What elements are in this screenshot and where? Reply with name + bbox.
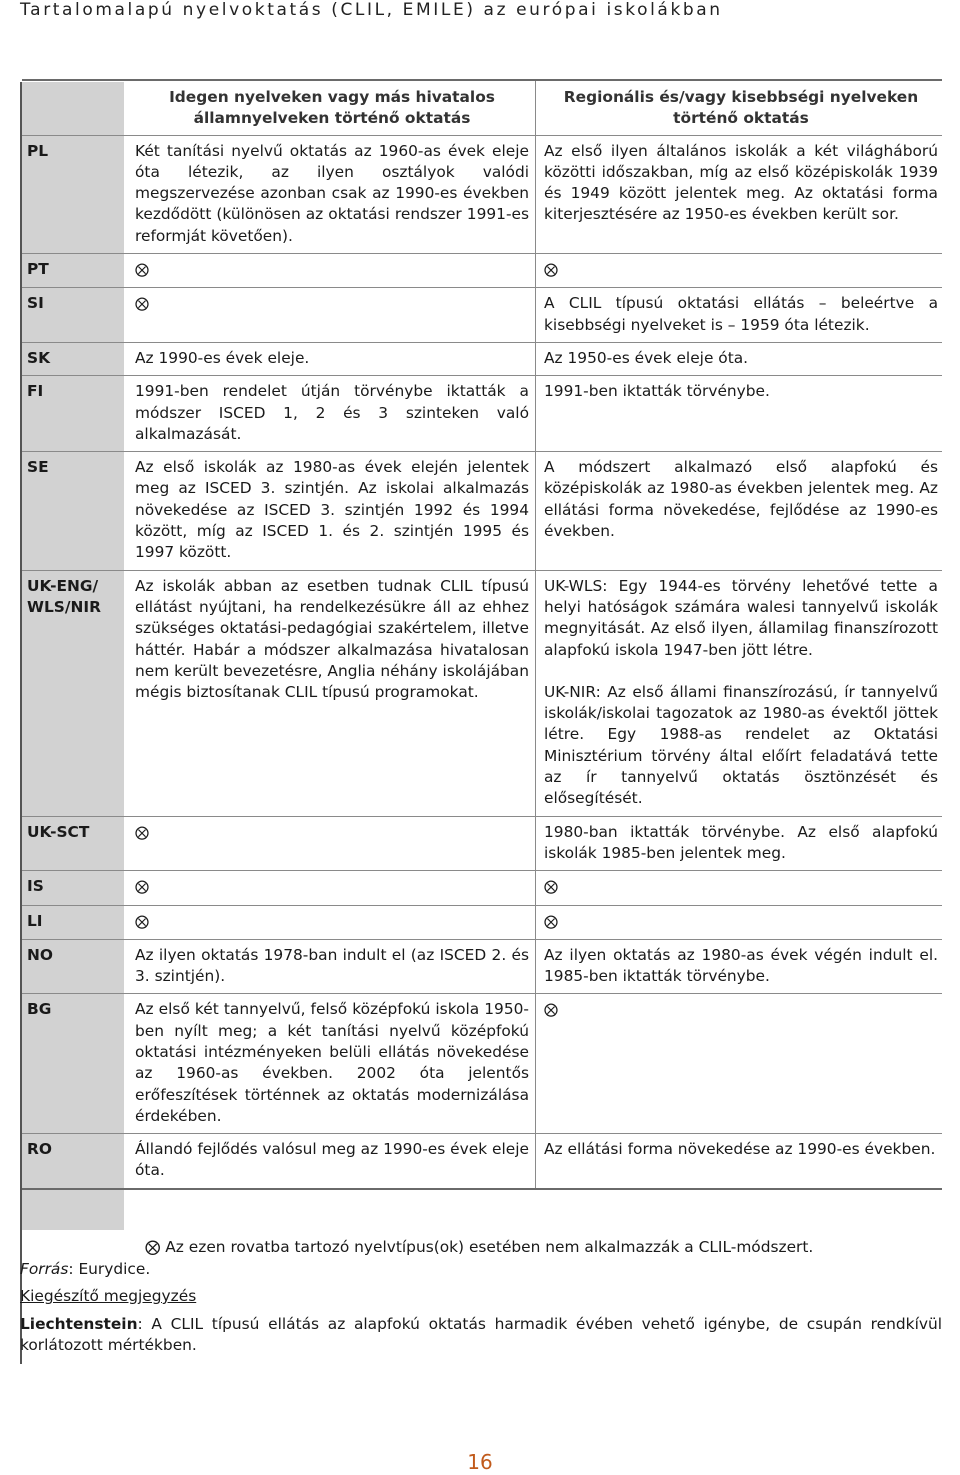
country-code-text: PT (27, 260, 49, 279)
table-row (22, 906, 942, 940)
minority-language-cell-text: UK-WLS: Egy 1944-es törvény lehetővé tette a helyi hatóságok számára walesi tannyelvű iskolák megnyitását. Az első ilyen, államilag finanszírozott alapfokú iskola 1947-ben jött létre. (544, 576, 938, 659)
table-row (22, 871, 942, 905)
minority-language-cell (536, 254, 942, 287)
minority-language-cell-paragraph: UK-NIR: Az első állami finanszírozású, ír tannyelvű iskolák/iskolai tagozatok az 1980-as évektől jöttek létre. Egy 1988-as rendelet az Oktatási Minisztérium törvény által előírt feladatává tette az ír tannyelvű oktatás ösztönzését és elősegítését. (544, 682, 938, 808)
minority-language-cell (536, 871, 942, 904)
country-code (22, 906, 125, 939)
foreign-language-cell (125, 288, 536, 342)
table-row (22, 817, 942, 872)
foreign-language-cell-text: Az iskolák abban az esetben tudnak CLIL típusú ellátást nyújtani, ha rendelkezésükre áll az ehhez szükséges oktatási-pedagógiai szakértelem, illetve háttér. Habár a módszer alkalmazása hivatalosan nem került bevezetésre, Anglia néhány iskolájában mégis biztosítanak CLIL típusú programokat. (135, 576, 529, 702)
country-code (22, 871, 125, 904)
table-row (22, 994, 942, 1134)
note-text (20, 1314, 942, 1356)
header-empty-cell (22, 81, 125, 135)
minority-language-cell (536, 994, 942, 1133)
table-header-row (22, 79, 942, 136)
foreign-language-cell (125, 376, 536, 451)
col1-header: Idegen nyelveken vagy más hivatalos államnyelveken történő oktatás (125, 81, 536, 135)
minority-language-cell-text: Az ilyen oktatás az 1980-as évek végén indult el. 1985-ben iktatták törvénybe. (544, 945, 938, 986)
country-code-text: BG (27, 1000, 52, 1019)
table-row (22, 254, 942, 288)
country-code-text: NO (27, 945, 53, 964)
minority-language-cell-text: ⨂ (544, 879, 558, 896)
country-code-text: PL (27, 141, 49, 160)
foreign-language-cell-text: Az 1990-es évek eleje. (135, 348, 310, 367)
minority-language-cell-text: ⨂ (544, 913, 558, 930)
table-row (22, 376, 942, 452)
foreign-language-cell-text: ⨂ (135, 262, 149, 279)
table-row (22, 343, 942, 376)
minority-language-cell (536, 343, 942, 375)
source-label: Forrás (20, 1260, 69, 1278)
clil-table (22, 79, 942, 1190)
minority-language-cell (536, 571, 942, 816)
table-row (22, 571, 942, 817)
country-code (22, 571, 125, 816)
minority-language-cell (536, 452, 942, 569)
minority-language-cell-text: Az első ilyen általános iskolák a két világháború közötti időszakban, míg az első középiskolák 1939 és 1949 között jelentek meg. Az oktatási forma kiterjesztésére az 1950-es években került sor. (544, 141, 938, 224)
legend: ⨂ Az ezen rovatba tartozó nyelvtípus(ok) esetében nem alkalmazzák a CLIL-módszert. (145, 1238, 814, 1256)
minority-language-cell-text: Az 1950-es évek eleje óta. (544, 348, 749, 367)
country-code-text: UK-SCT (27, 822, 90, 841)
table-body (22, 136, 942, 1190)
minority-language-cell (536, 817, 942, 871)
minority-language-cell-text: 1980-ban iktatták törvénybe. Az első alapfokú iskolák 1985-ben jelentek meg. (544, 822, 938, 862)
foreign-language-cell-text: ⨂ (135, 296, 149, 313)
foreign-language-cell-text: Az első két tannyelvű, felső középfokú iskola 1950-ben nyílt meg; a két tanítási nyelvű középfokú oktatási intézményeken belüli ellátás növekedése az 1960-as években. 2002 óta jelentős erőfeszítések történnek az oktatás modernizálása érdekében. (135, 1000, 529, 1125)
minority-language-cell-text: A módszert alkalmazó első alapfokú és középiskolák az 1980-as években jelentek meg. Az ellátási forma növekedése, fejlődése az 1990-es években. (544, 458, 938, 541)
table-row (22, 940, 942, 995)
source-line (20, 1260, 150, 1278)
country-code-text: SE (27, 458, 49, 477)
minority-language-cell (536, 940, 942, 994)
minority-language-cell-text: ⨂ (544, 262, 558, 279)
foreign-language-cell-text: Az ilyen oktatás 1978-ban indult el (az ISCED 2. és 3. szintjén). (135, 945, 529, 986)
country-code (22, 136, 125, 253)
foreign-language-cell-text: Két tanítási nyelvű oktatás az 1960-as évek eleje óta létezik, az ilyen osztályok valódi megszervezése azonban csak az 1990-es években kezdődött (különösen az oktatási rendszer 1991-es reformját követően). (135, 141, 529, 245)
country-code-text: LI (27, 911, 43, 930)
country-code-text: IS (27, 877, 44, 896)
country-code (22, 343, 125, 375)
foreign-language-cell (125, 136, 536, 253)
country-code (22, 452, 125, 569)
table-row (22, 136, 942, 254)
foreign-language-cell-text: ⨂ (135, 824, 149, 841)
minority-language-cell-text: 1991-ben iktatták törvénybe. (544, 382, 770, 401)
country-code-text: UK-ENG/ WLS/NIR (27, 576, 101, 616)
foreign-language-cell (125, 940, 536, 994)
foreign-language-cell-text: ⨂ (135, 913, 149, 930)
running-title: Tartalomalapú nyelvoktatás (CLIL, EMILE) az európai iskolákban (20, 0, 723, 20)
source-text: : Eurydice. (68, 1260, 151, 1278)
table-row (22, 1134, 942, 1190)
foreign-language-cell (125, 571, 536, 816)
note-country: Liechtenstein (20, 1315, 138, 1333)
minority-language-cell-text: ⨂ (544, 1002, 558, 1019)
country-code (22, 288, 125, 342)
country-code-text: FI (27, 382, 44, 401)
table-row (22, 288, 942, 343)
col2-header: Regionális és/vagy kisebbségi nyelveken történő oktatás (563, 88, 919, 128)
page-number: 16 (467, 1450, 493, 1474)
foreign-language-cell (125, 254, 536, 287)
foreign-language-cell-text: 1991-ben rendelet útján törvénybe iktatták a módszer ISCED 1, 2 és 3 szinteken való alkalmazását. (135, 382, 529, 443)
note-title: Kiegészítő megjegyzés (20, 1287, 197, 1305)
country-code-text: SK (27, 348, 51, 367)
foreign-language-cell (125, 906, 536, 939)
foreign-language-cell (125, 1134, 536, 1188)
country-code (22, 376, 125, 451)
country-code-text: RO (27, 1140, 52, 1159)
foreign-language-cell-text: ⨂ (135, 879, 149, 896)
country-code (22, 994, 125, 1133)
foreign-language-cell (125, 871, 536, 904)
minority-language-cell (536, 288, 942, 342)
foreign-language-cell-text: Állandó fejlődés valósul meg az 1990-es évek eleje óta. (135, 1140, 529, 1180)
minority-language-cell-text: Az ellátási forma növekedése az 1990-es években. (544, 1140, 936, 1159)
table-row (22, 452, 942, 570)
foreign-language-cell (125, 452, 536, 569)
minority-language-cell (536, 136, 942, 253)
minority-language-cell (536, 906, 942, 939)
minority-language-cell (536, 376, 942, 451)
foreign-language-cell-text: Az első iskolák az 1980-as évek elején jelentek meg az ISCED 3. szintjén. Az iskolai alkalmazás növekedése az ISCED 3. szintjén 1992 és 1994 között, míg az ISCED 1. és 2. szintjén 1995 és 1997 között. (135, 458, 529, 562)
country-code-text: SI (27, 294, 44, 313)
country-code (22, 254, 125, 287)
country-code (22, 940, 125, 994)
foreign-language-cell (125, 817, 536, 871)
minority-language-cell-text: A CLIL típusú oktatási ellátás – beleértve a kisebbségi nyelveket is – 1959 óta létezik. (544, 294, 938, 334)
note-body: : A CLIL típusú ellátás az alapfokú oktatás harmadik évében vehető igénybe, de csupán rendkívül korlátozott mértékben. (20, 1315, 942, 1354)
foreign-language-cell (125, 994, 536, 1133)
country-code (22, 817, 125, 871)
minority-language-cell (536, 1134, 942, 1188)
country-code (22, 1134, 125, 1188)
foreign-language-cell (125, 343, 536, 375)
